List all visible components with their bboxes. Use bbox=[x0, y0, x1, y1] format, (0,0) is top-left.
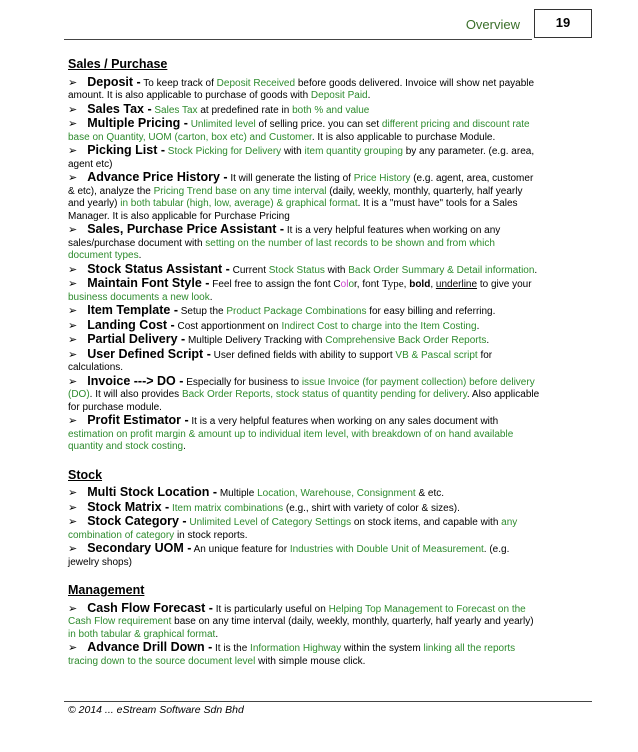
item-stock-matrix: ➢ Stock Matrix - Item matrix combinations (e.g., shirt with variety of color & sizes). bbox=[68, 499, 460, 514]
section-name: Overview bbox=[465, 17, 520, 32]
arrow-bullet-icon: ➢ bbox=[68, 642, 78, 654]
arrow-bullet-icon: ➢ bbox=[68, 602, 78, 615]
arrow-bullet-icon: ➢ bbox=[68, 145, 78, 157]
page-number: 19 bbox=[555, 15, 571, 30]
arrow-bullet-icon: ➢ bbox=[68, 76, 78, 89]
item-stock-category: ➢ Stock Category - Unlimited Level of Category Settings on stock items, and capable with any combination of category in stock reports. bbox=[68, 514, 518, 541]
item-partial-delivery: ➢ Partial Delivery - Multiple Delivery Tracking with Comprehensive Back Order Reports. bbox=[68, 332, 490, 346]
arrow-bullet-icon: ➢ bbox=[68, 278, 78, 290]
header-divider bbox=[64, 39, 532, 40]
section-title-management: Management bbox=[68, 583, 145, 597]
item-secondary-uom: ➢ Secondary UOM - An unique feature for Industries with Double Unit of Measurement. (e.g. jewelry shops) bbox=[68, 541, 510, 568]
arrow-bullet-icon: ➢ bbox=[68, 263, 78, 276]
item-landing-cost: ➢ Landing Cost - Cost apportionment on Indirect Cost to charge into the Item Costing. bbox=[68, 317, 480, 332]
arrow-bullet-icon: ➢ bbox=[68, 334, 78, 346]
item-font-style: ➢ Maintain Font Style - Feel free to assign the font Color, font Type, bold, underline to give your business documents a new look. bbox=[68, 276, 532, 303]
arrow-bullet-icon: ➢ bbox=[68, 501, 78, 514]
arrow-bullet-icon: ➢ bbox=[68, 516, 78, 528]
item-user-defined-script: ➢ User Defined Script - User defined fields with ability to support VB & Pascal script for calculations. bbox=[68, 346, 493, 373]
item-deposit: ➢ Deposit - To keep track of Deposit Received before goods delivered. Invoice will show net payable amount. It is also applicable to purchase of goods with Deposit Paid. bbox=[68, 74, 535, 101]
arrow-bullet-icon: ➢ bbox=[68, 319, 78, 332]
arrow-bullet-icon: ➢ bbox=[68, 172, 78, 184]
page-header bbox=[64, 9, 592, 40]
item-advance-drill-down: ➢ Advance Drill Down - It is the Information Highway within the system linking all the reports tracing down to the source document level with simple mouse click. bbox=[68, 640, 516, 667]
arrow-bullet-icon: ➢ bbox=[68, 348, 78, 361]
arrow-bullet-icon: ➢ bbox=[68, 103, 78, 116]
arrow-bullet-icon: ➢ bbox=[68, 118, 78, 130]
item-invoice-do: ➢ Invoice ---> DO - Especially for business to issue Invoice (for payment collection) before delivery (DO). It will also provides Back Order Reports, stock status of quantity pending for delivery. Also applicable for purchase module. bbox=[68, 373, 540, 413]
arrow-bullet-icon: ➢ bbox=[68, 487, 78, 499]
item-multiple-pricing: ➢ Multiple Pricing - Unlimited level of selling price. you can set different pricing and discount rate base on Quantity, UOM (carton, box etc) and Customer. It is also applicable to purchase Module. bbox=[68, 116, 530, 143]
arrow-bullet-icon: ➢ bbox=[68, 224, 78, 236]
section-title-sales: Sales / Purchase bbox=[68, 57, 168, 71]
document-body bbox=[68, 58, 540, 668]
page-number-box bbox=[534, 9, 592, 38]
item-sales-tax: ➢ Sales Tax - Sales Tax at predefined rate in both % and value bbox=[68, 101, 370, 116]
item-stock-status-assistant: ➢ Stock Status Assistant - Current Stock Status with Back Order Summary & Detail information. bbox=[68, 261, 538, 276]
footer-copyright: © 2014 ... eStream Software Sdn Bhd bbox=[68, 704, 244, 716]
arrow-bullet-icon: ➢ bbox=[68, 543, 78, 555]
arrow-bullet-icon: ➢ bbox=[68, 305, 78, 317]
item-profit-estimator: ➢ Profit Estimator - It is a very helpful features when working on any sales document with estimation on profit margin & amount up to individual item level, with breakdown of on hand available quantity and stock costing. bbox=[68, 413, 514, 452]
item-picking-list: ➢ Picking List - Stock Picking for Delivery with item quantity grouping by any parameter. (e.g. area, agent etc) bbox=[68, 143, 535, 170]
item-item-template: ➢ Item Template - Setup the Product Package Combinations for easy billing and referring. bbox=[68, 303, 496, 317]
item-multi-stock-location: ➢ Multi Stock Location - Multiple Location, Warehouse, Consignment & etc. bbox=[68, 485, 445, 499]
item-cash-flow-forecast: ➢ Cash Flow Forecast - It is particularly useful on Helping Top Management to Forecast on the Cash Flow requirement base on any time interval (daily, weekly, monthly, quarterly, half yearly and yearly) in both tabular & graphical format. bbox=[68, 600, 534, 640]
section-title-stock: Stock bbox=[68, 467, 103, 482]
arrow-bullet-icon: ➢ bbox=[68, 415, 78, 427]
item-price-assistant: ➢ Sales, Purchase Price Assistant - It is a very helpful features when working on any sales/purchase document with setting on the number of last records to be shown and from which document types. bbox=[68, 222, 501, 261]
footer-divider bbox=[64, 701, 592, 702]
item-advance-price-history: ➢ Advance Price History - It will generate the listing of Price History (e.g. agent, area, customer & etc), analyze the Pricing Trend base on any time interval (daily, weekly, monthly, quarterly, half yearly and yearly) in both tabular (high, low, average) & graphical format. It is a "must have" tools for a Sales Manager. It is also applicable for Purchase Pricing bbox=[68, 170, 534, 222]
arrow-bullet-icon: ➢ bbox=[68, 375, 78, 388]
